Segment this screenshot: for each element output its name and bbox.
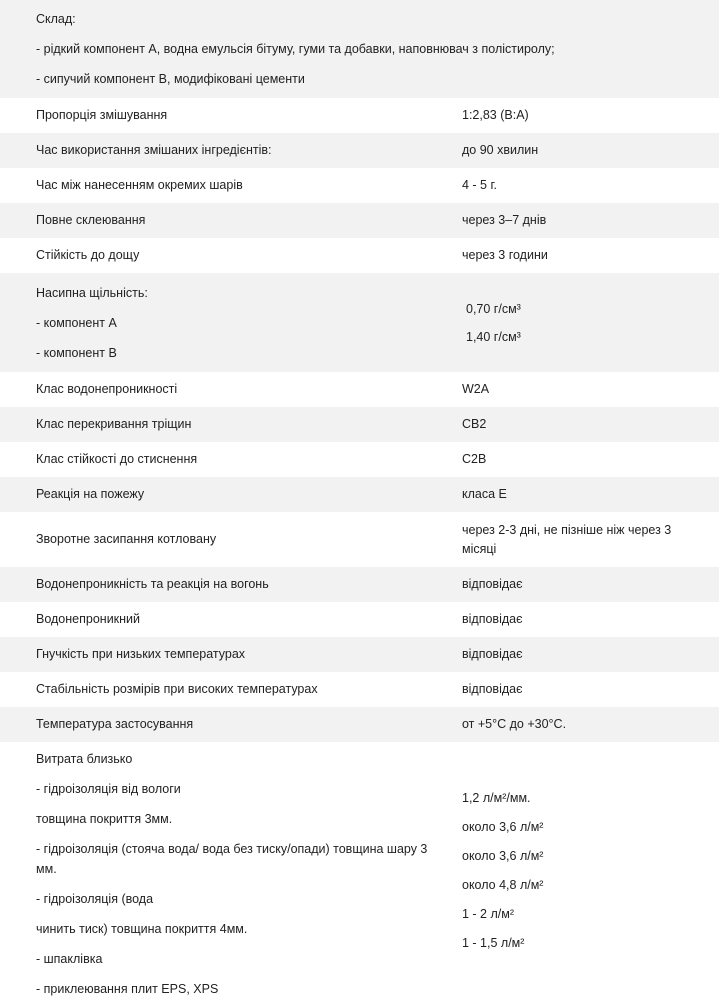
consumption-value: 1,2 л/м²/мм. [462,791,531,805]
row-value: W2A [462,382,490,397]
composition-line-a: - рідкий компонент А, водна емульсія бітуму, гуми та добавки, наповнювач з полістиролу; [36,42,555,56]
row-value: відповідає [462,577,523,592]
density-value-b: 1,40 г/см³ [466,329,521,344]
density-comp-a: - компонент А [36,315,117,330]
consumption-line: - шпаклівка [36,952,103,966]
consumption-line: - приклеювання плит EPS, XPS [36,982,219,996]
row-label: Час між нанесенням окремих шарів [36,178,243,193]
table-row [0,637,719,672]
table-row [0,477,719,512]
row-label: Водонепроникність та реакція на вогонь [36,577,269,592]
row-value: от +5°C до +30°C. [462,717,567,732]
table-row [0,602,719,637]
consumption-line: чинить тиск) товщина покриття 4мм. [36,922,248,936]
composition-block [0,0,719,98]
row-label: Клас перекривання тріщин [36,417,192,432]
row-label: Стабільність розмірів при високих температурах [36,682,318,697]
row-value: класа Е [462,487,507,502]
row-label: Гнучкість при низьких температурах [36,647,246,662]
consumption-line: - гідроізоляція (стояча вода/ вода без тиску/опади) товщина шару 3 мм. [36,842,428,876]
row-label: Повне склеювання [36,213,146,228]
row-label: Реакція на пожежу [36,487,145,502]
consumption-line: товщина покриття 3мм. [36,812,173,826]
composition-heading: Склад: [36,12,76,26]
consumption-heading: Витрата близько [36,752,133,766]
row-label: Зворотне засипання котловану [36,532,217,547]
table-row [0,442,719,477]
density-comp-b: - компонент В [36,345,117,360]
consumption-value: 1 - 1,5 л/м² [462,936,525,950]
row-label: Клас водонепроникності [36,382,178,397]
row-label: Температура застосування [36,717,194,732]
density-labels [0,278,450,368]
row-label: Час використання змішаних інгредієнтів: [36,143,272,158]
row-label: Клас стійкості до стиснення [36,452,198,467]
consumption-line: - гідроізоляція (вода [36,892,154,906]
row-value: через 2-3 дні, не пізніше ніж через 3 місяці [462,523,672,556]
row-value: до 90 хвилин [462,143,539,158]
table-row [0,372,719,407]
table-row [0,133,719,168]
row-value: через 3–7 днів [462,213,547,228]
row-label: Пропорція змішування [36,108,168,123]
density-row [0,273,719,372]
consumption-value: около 4,8 л/м² [462,878,544,892]
row-value: відповідає [462,647,523,662]
consumption-block [0,742,719,1004]
row-value: через 3 години [462,248,548,263]
row-value: 1:2,83 (B:A) [462,108,529,123]
density-heading: Насипна щільність: [36,285,148,300]
consumption-line: - гідроізоляція від вологи [36,782,181,796]
row-value: відповідає [462,612,523,627]
row-label: Водонепроникний [36,612,141,627]
table-row [0,407,719,442]
row-value: CB2 [462,417,487,432]
density-values [450,295,719,351]
row-value: відповідає [462,682,523,697]
row-value: C2B [462,452,487,467]
consumption-labels [0,744,450,1004]
table-row [0,567,719,602]
table-row [0,203,719,238]
consumption-values [450,744,719,958]
consumption-value: около 3,6 л/м² [462,820,544,834]
row-label: Стійкість до дощу [36,248,140,263]
composition-line-b: - сипучий компонент В, модифіковані цементи [36,72,305,86]
table-row [0,168,719,203]
table-row [0,672,719,707]
consumption-value: 1 - 2 л/м² [462,907,515,921]
table-row [0,238,719,273]
table-row [0,98,719,133]
density-value-a: 0,70 г/см³ [466,301,521,316]
row-value: 4 - 5 г. [462,178,497,193]
backfill-row [0,512,719,567]
consumption-value: около 3,6 л/м² [462,849,544,863]
table-row [0,707,719,742]
